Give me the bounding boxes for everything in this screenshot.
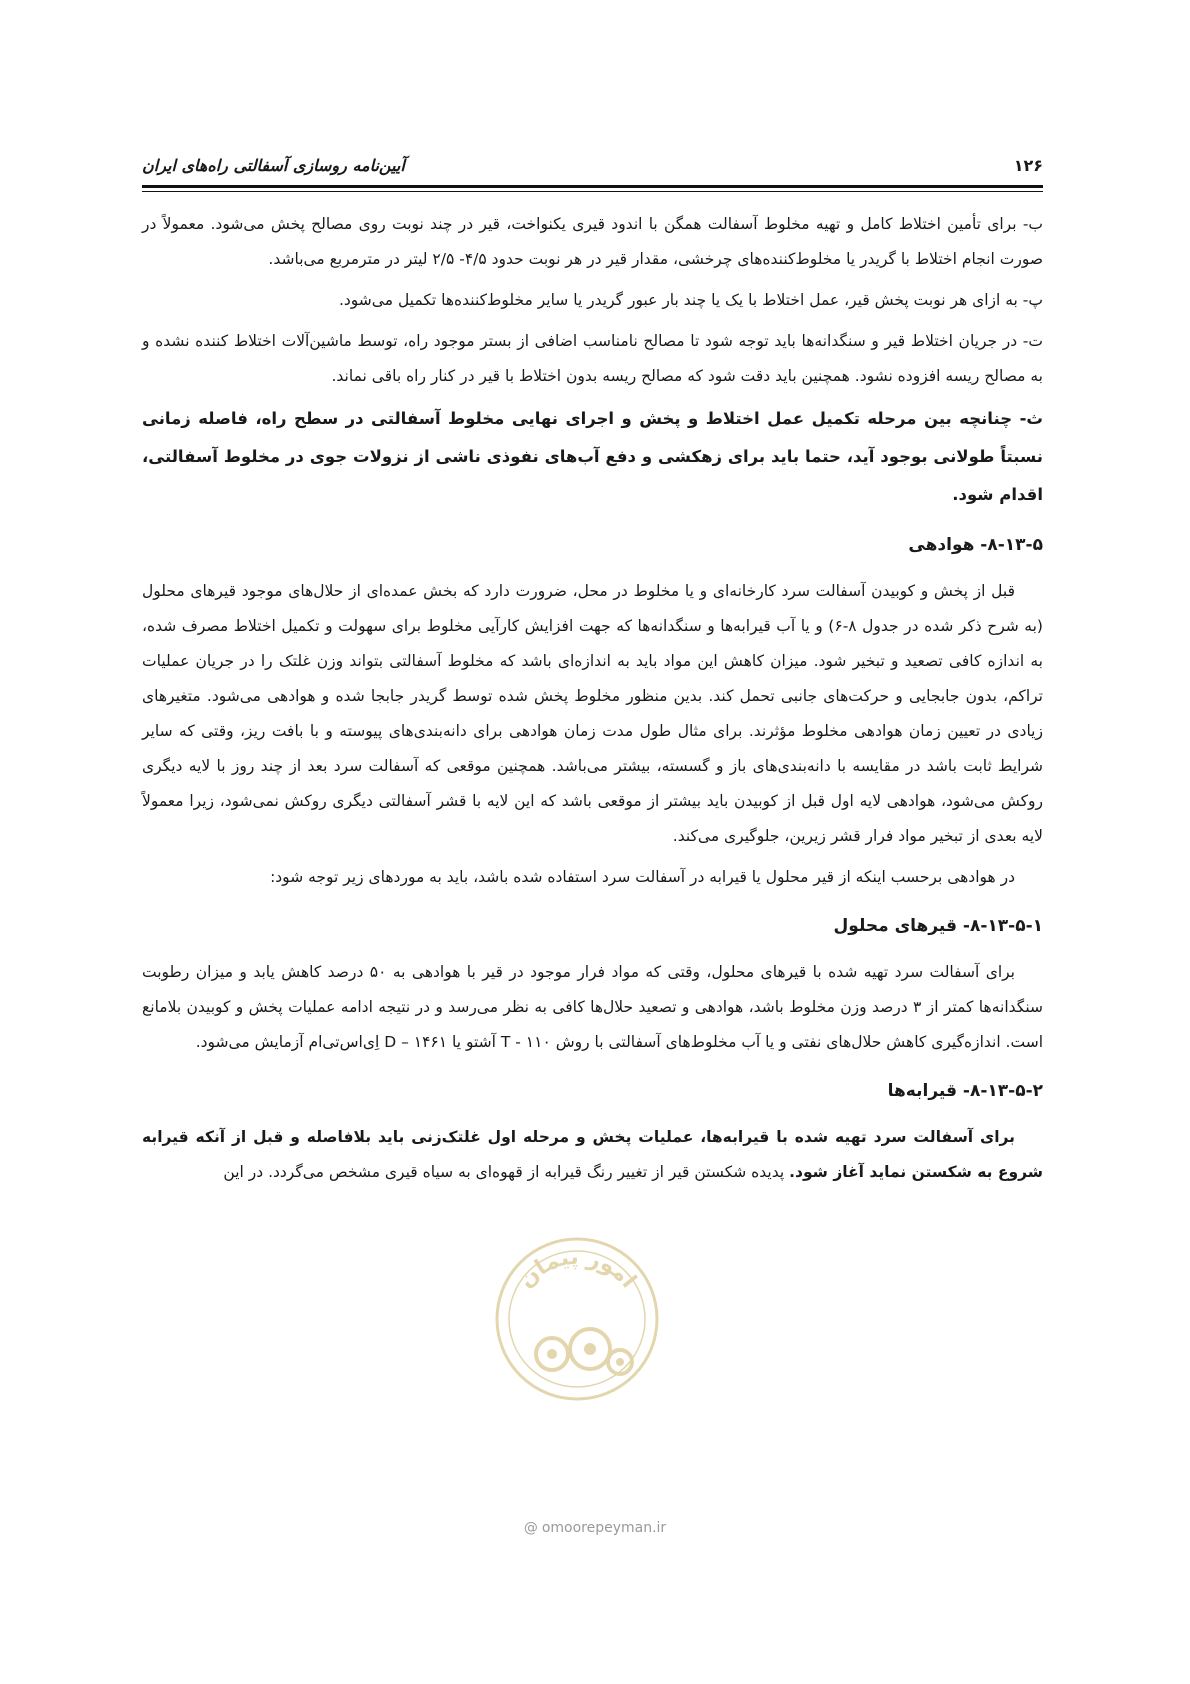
page-number: ۱۲۶ (1013, 155, 1043, 175)
footer-site[interactable]: omoorepeyman.ir (541, 1520, 667, 1536)
paragraph-te: ت- در جریان اختلاط قیر و سنگدانه‌ها باید توجه شود تا مصالح نامناسب اضافی از بستر موجود راه، توسط ماشین‌آلات اختلاط کننده نشده و به مصالح ریسه افزوده نشود. همچنین باید دقت شود که مصالح ریسه بدون اختلاط با قیر در کنار راه باقی نماند. (142, 332, 1043, 385)
stamp-text: امور پیمان (513, 1244, 641, 1294)
running-title: آیین‌نامه روسازی آسفالتی راه‌های ایران (142, 155, 405, 175)
aeration-note: در هوادهی برحسب اینکه از قیر محلول یا قیرابه در آسفالت سرد استفاده شده باشد، باید به موردهای زیر توجه شود: (270, 868, 1015, 886)
page-footer (0, 1520, 1190, 1536)
page-header (142, 148, 1043, 182)
aeration-body: قبل از پخش و کوبیدن آسفالت سرد کارخانه‌ای و یا مخلوط در محل، ضرورت دارد که بخش عمده‌ای از حلال‌های موجود قیرهای محلول (به شرح ذکر شده در جدول ۸-۶) و یا آب قیرابه‌ها و سنگدانه‌ها که جهت افزایش کارآیی مخلوط برای سهولت و تکمیل اختلاط مصرف شده، به اندازه کافی تصعید و تبخیر شود. میزان کاهش این مواد باید به اندازه‌ای باشد که مخلوط آسفالتی بتواند وزن غلتک را در جریان عملیات تراکم، بدون جابجایی و حرکت‌های جانبی تحمل کند. بدین منظور مخلوط پخش شده توسط گریدر جابجا شده و هوادهی می‌شود. متغیرهای زیادی در تعیین زمان هوادهی مخلوط مؤثرند. برای مثال طول مدت زمان هوادهی برای دانه‌بندی‌های پیوسته و با بافت ریز، وقتی که سایر شرایط ثابت باشد در مقایسه با دانه‌بندی‌های باز و گسسته، بیشتر می‌باشد. همچنین موقعی که آسفالت سرد بعد از چند روز با لایه دیگری روکش می‌شود، هوادهی لایه اول قبل از کوبیدن باید بیشتر از موقعی باشد که این لایه با قشر آسفالتی دیگری روکش نمی‌شود، زیرا معمولاً لایه بعدی از تبخیر مواد فرار قشر زیرین، جلوگیری می‌کند. (142, 582, 1043, 845)
heading-cutback-bitumens: ۸-۱۳-۵-۱- قیرهای محلول (833, 916, 1043, 936)
header-rule-thin (142, 191, 1043, 192)
document-body (142, 207, 1043, 1196)
paragraph-se: ث- چنانچه بین مرحله تکمیل عمل اختلاط و پخش و اجرای نهایی مخلوط آسفالتی در سطح راه، فاصله زمانی نسبتاً طولانی بوجود آید، حتما باید برای زهکشی و دفع آب‌های نفوذی ناشی از نزولات جوی در مخلوط آسفالتی، اقدام شود. (142, 409, 1043, 504)
emulsions-body (142, 1120, 1043, 1190)
paragraph-pe: پ- به ازای هر نوبت پخش قیر، عمل اختلاط با یک یا چند بار عبور گریدر یا سایر مخلوط‌کننده‌ها تکمیل می‌شود. (338, 291, 1043, 309)
heading-aeration: ۸-۱۳-۵- هوادهی (908, 535, 1043, 555)
watermark-seal-icon (492, 1234, 662, 1404)
header-rule-thick (142, 185, 1043, 188)
cutback-body: برای آسفالت سرد تهیه شده با قیرهای محلول، وقتی که مواد فرار موجود در قیر با هوادهی به ۵۰ درصد کاهش یابد و میزان رطوبت سنگدانه‌ها کمتر از ۳ درصد وزن مخلوط باشد، هوادهی و تصعید حلال‌ها کافی به نظر می‌رسد و در نتیجه ادامه عملیات پخش و کوبیدن بلامانع است. اندازه‌گیری کاهش حلال‌های نفتی و یا آب مخلوط‌های آسفالتی با روش ۱۱۰ - T آشتو یا ۱۴۶۱ – D اِی‌اس‌تی‌ام آزمایش می‌شود. (142, 963, 1043, 1051)
svg-text:امور پیمان (514, 1245, 641, 1293)
emulsions-body-rest: پدیده شکستن قیر از تغییر رنگ قیرابه از قهوه‌ای به سیاه قیری مشخص می‌گردد. در این (223, 1163, 790, 1181)
heading-emulsions: ۸-۱۳-۵-۲- قیرابه‌ها (887, 1081, 1043, 1101)
at-sign-icon: @ (523, 1520, 538, 1536)
emulsions-body-bold: برای آسفالت سرد تهیه شده با قیرابه‌ها، عملیات پخش و مرحله اول غلتک‌زنی باید بلافاصله و قبل از آنکه قیرابه شروع به شکستن نماید آغاز شود. (142, 1128, 1043, 1181)
paragraph-be: ب- برای تأمین اختلاط کامل و تهیه مخلوط آسفالت همگن با اندود قیری یکنواخت، قیر در چند نوبت روی مصالح پخش می‌شود. معمولاً در صورت انجام اختلاط با گریدر یا مخلوط‌کننده‌های چرخشی، مقدار قیر در هر نوبت حدود ۴/۵- ۲/۵ لیتر در مترمربع می‌باشد. (142, 215, 1043, 268)
